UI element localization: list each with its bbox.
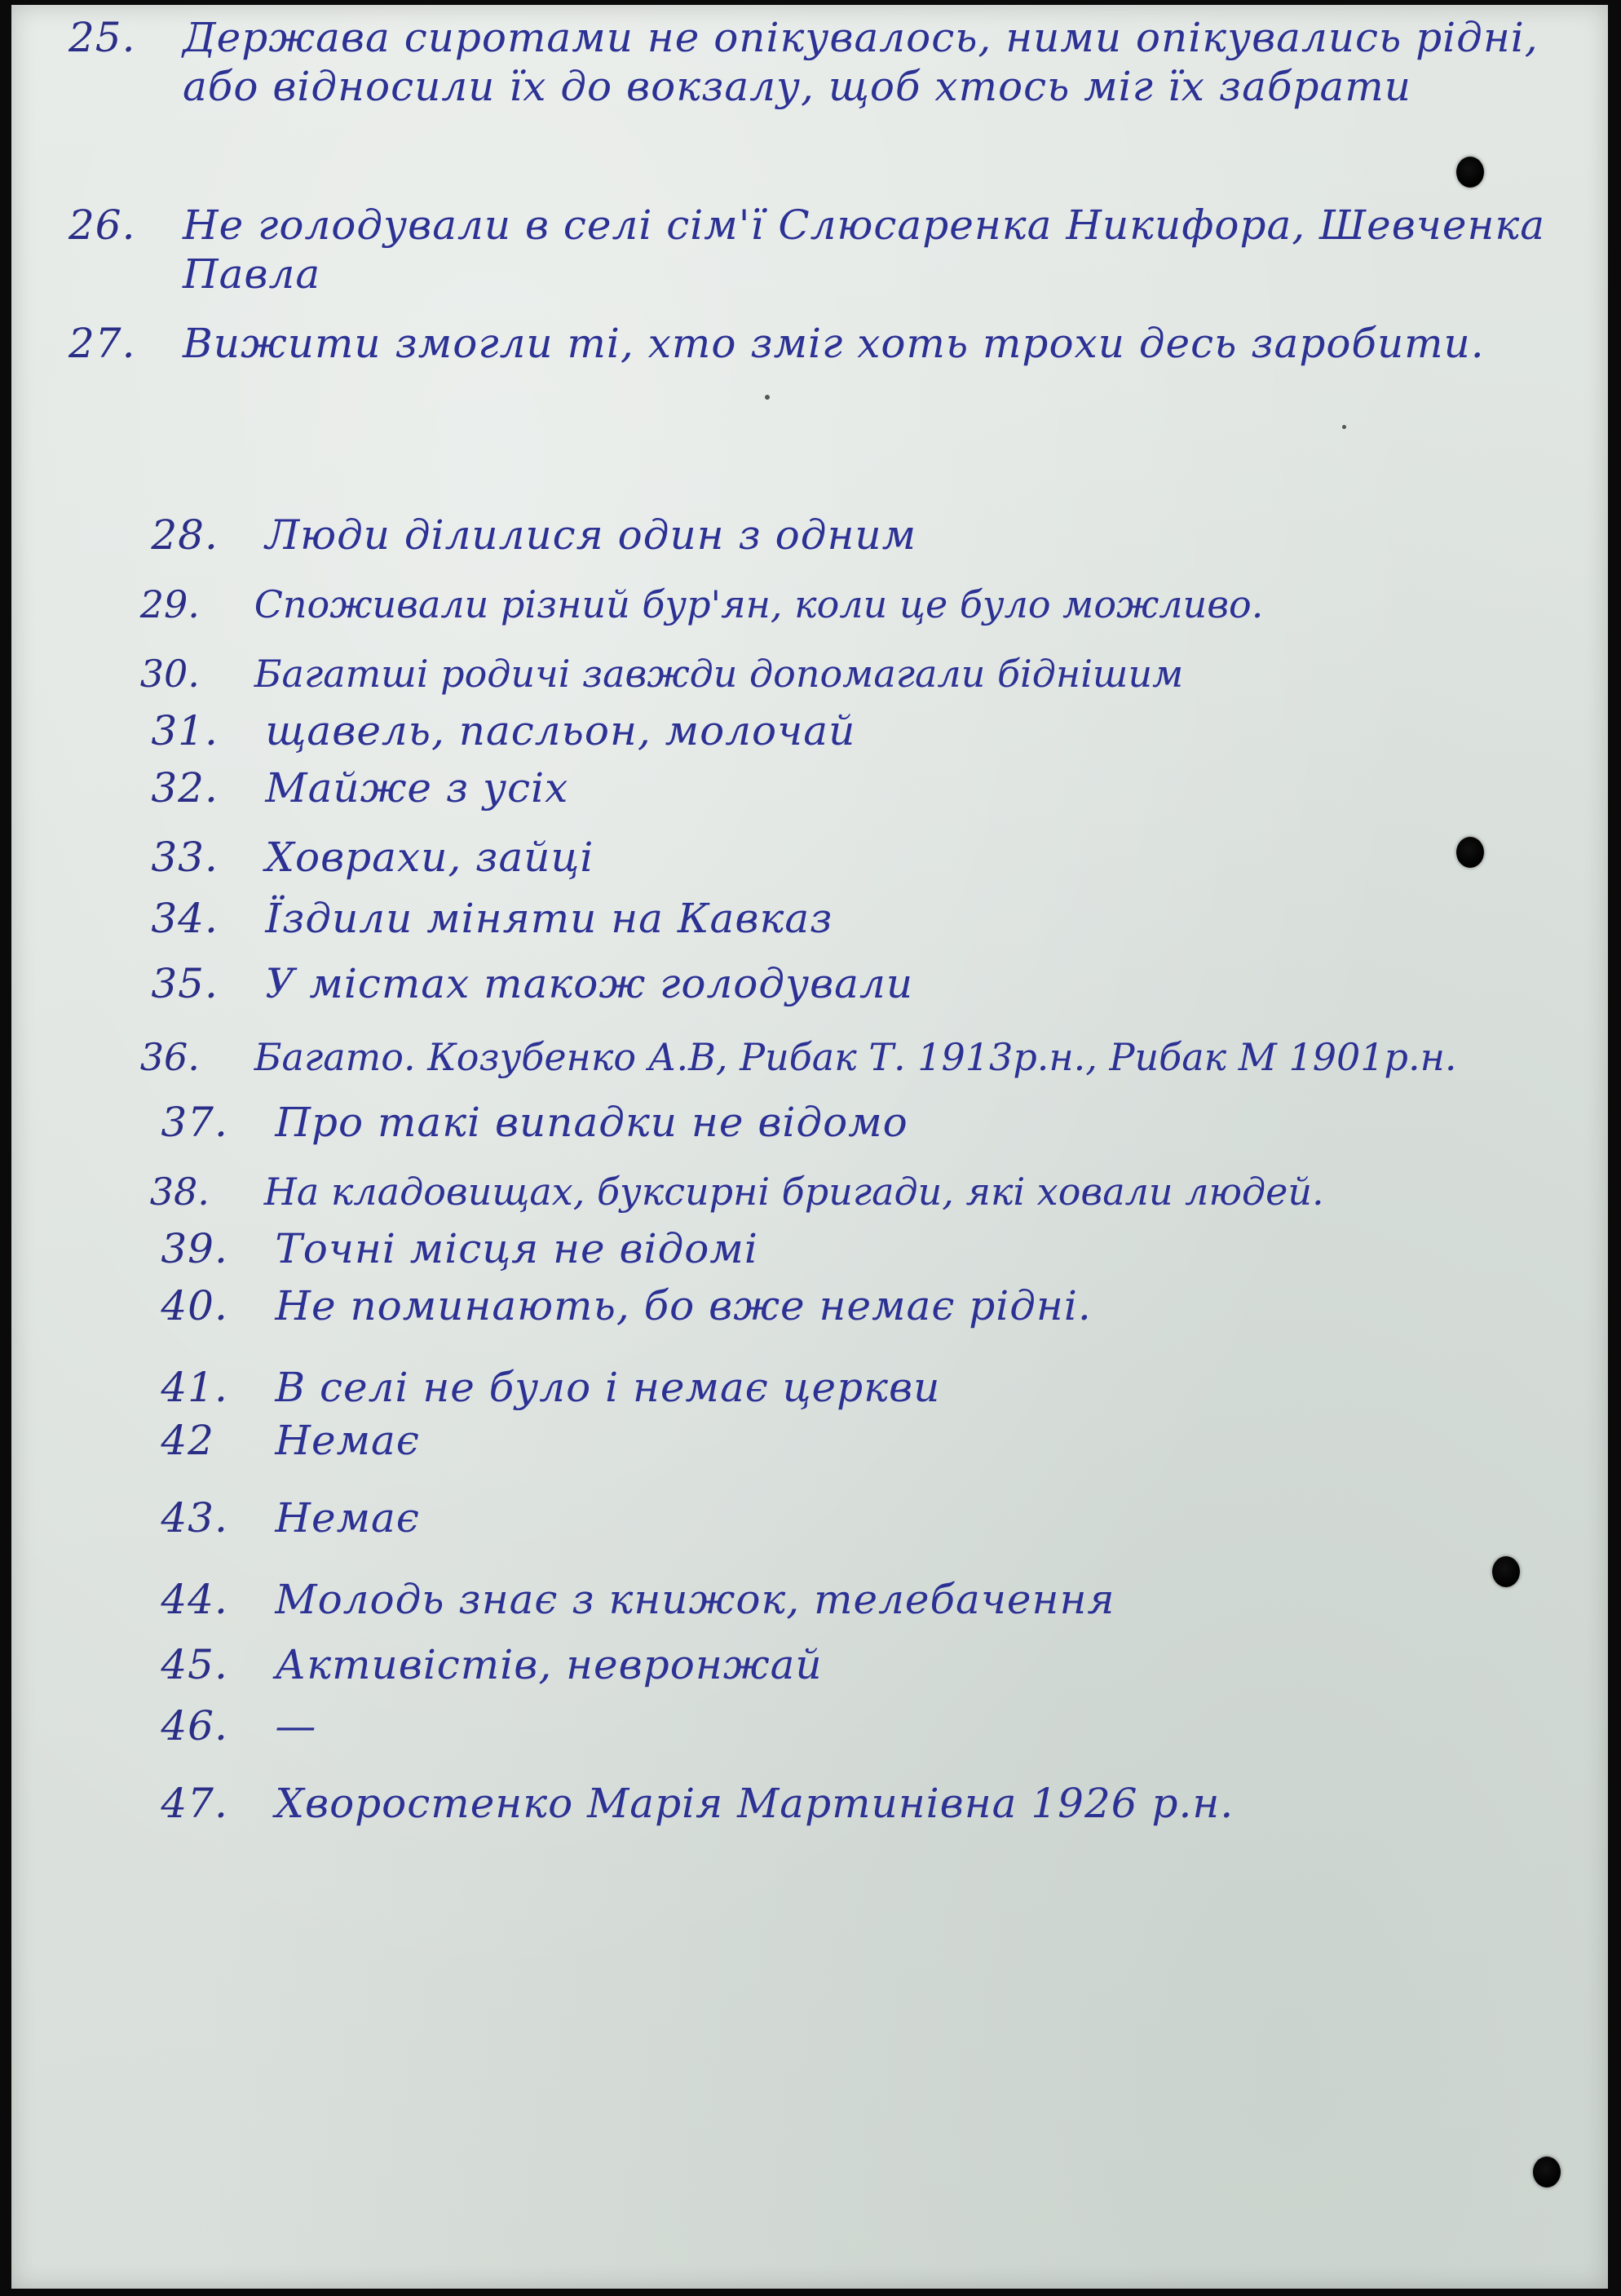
answer-text: Держава сиротами не опікувалось, ними опікувались рідні, або відносили їх до вокзалу, щоб хтось міг їх забрати: [183, 14, 1553, 110]
answer-text: Їздили міняти на Кавказ: [265, 895, 833, 942]
answer-number: 37.: [161, 1099, 228, 1146]
answer-number: 32.: [151, 764, 219, 812]
answer-number: 45.: [161, 1641, 228, 1688]
answer-text: В селі не було і немає церкви: [275, 1364, 941, 1411]
answer-number: 26.: [68, 201, 136, 249]
answer-number: 28.: [151, 511, 219, 559]
answer-list: [11, 5, 1608, 2289]
answer-text: Багатші родичі завжди допомагали біднішим: [254, 652, 1184, 696]
answer-number: 34.: [151, 895, 219, 942]
answer-number: 35.: [151, 960, 219, 1007]
answer-number: 30.: [139, 652, 200, 696]
answer-text: Точні місця не відомі: [275, 1225, 758, 1272]
answer-number: 27.: [68, 320, 136, 367]
answer-text: Активістів, невронжай: [275, 1641, 823, 1688]
answer-number: 46.: [161, 1702, 228, 1750]
answer-number: 36.: [139, 1035, 200, 1079]
answer-number: 25.: [68, 14, 136, 61]
answer-27: [68, 319, 1585, 368]
answer-text: На кладовищах, буксирні бригади, які ховали людей.: [263, 1170, 1324, 1214]
answer-text: Про такі випадки не відомо: [275, 1099, 908, 1146]
answer-number: 43.: [161, 1494, 228, 1542]
answer-text: Майже з усіх: [265, 764, 569, 812]
answer-text: щавель, пасльон, молочай: [265, 707, 856, 754]
answer-text: Багато. Козубенко А.В, Рибак Т. 1913р.н., Рибак М 1901р.н.: [254, 1035, 1457, 1079]
answer-number: 41.: [161, 1364, 228, 1411]
answer-number: 38.: [149, 1170, 210, 1214]
answer-text: У містах також голодували: [265, 960, 914, 1007]
answer-text: Споживали різний бур'ян, коли це було можливо.: [254, 582, 1264, 626]
answer-number: 39.: [161, 1225, 228, 1272]
answer-text: Вижити змогли ті, хто зміг хоть трохи десь заробити.: [183, 320, 1485, 367]
answer-text: Ховрахи, зайці: [265, 834, 594, 881]
answer-47: [78, 1730, 1595, 1877]
answer-26: [68, 201, 1585, 299]
answer-text: Немає: [275, 1417, 420, 1464]
answer-25: [68, 13, 1585, 111]
answer-number: 40.: [161, 1282, 228, 1329]
answer-text: Молодь знає з книжок, телебачення: [275, 1576, 1115, 1623]
paper-sheet: [11, 5, 1608, 2289]
answer-number: 42: [161, 1417, 214, 1464]
answer-text: Немає: [275, 1494, 420, 1542]
answer-number: 44.: [161, 1576, 228, 1623]
answer-text: Не голодували в селі сім'ї Слюсаренка Никифора, Шевченка Павла: [183, 201, 1559, 298]
answer-text: Хворостенко Марія Мартинівна 1926 р.н.: [275, 1780, 1235, 1827]
answer-text: —: [275, 1702, 317, 1750]
answer-number: 33.: [151, 834, 219, 881]
answer-text: Не поминають, бо вже немає рідні.: [275, 1282, 1092, 1329]
answer-number: 29.: [139, 582, 200, 626]
answer-number: 31.: [151, 707, 219, 754]
answer-text: Люди ділилися один з одним: [265, 511, 917, 559]
answer-number: 47.: [161, 1780, 228, 1827]
